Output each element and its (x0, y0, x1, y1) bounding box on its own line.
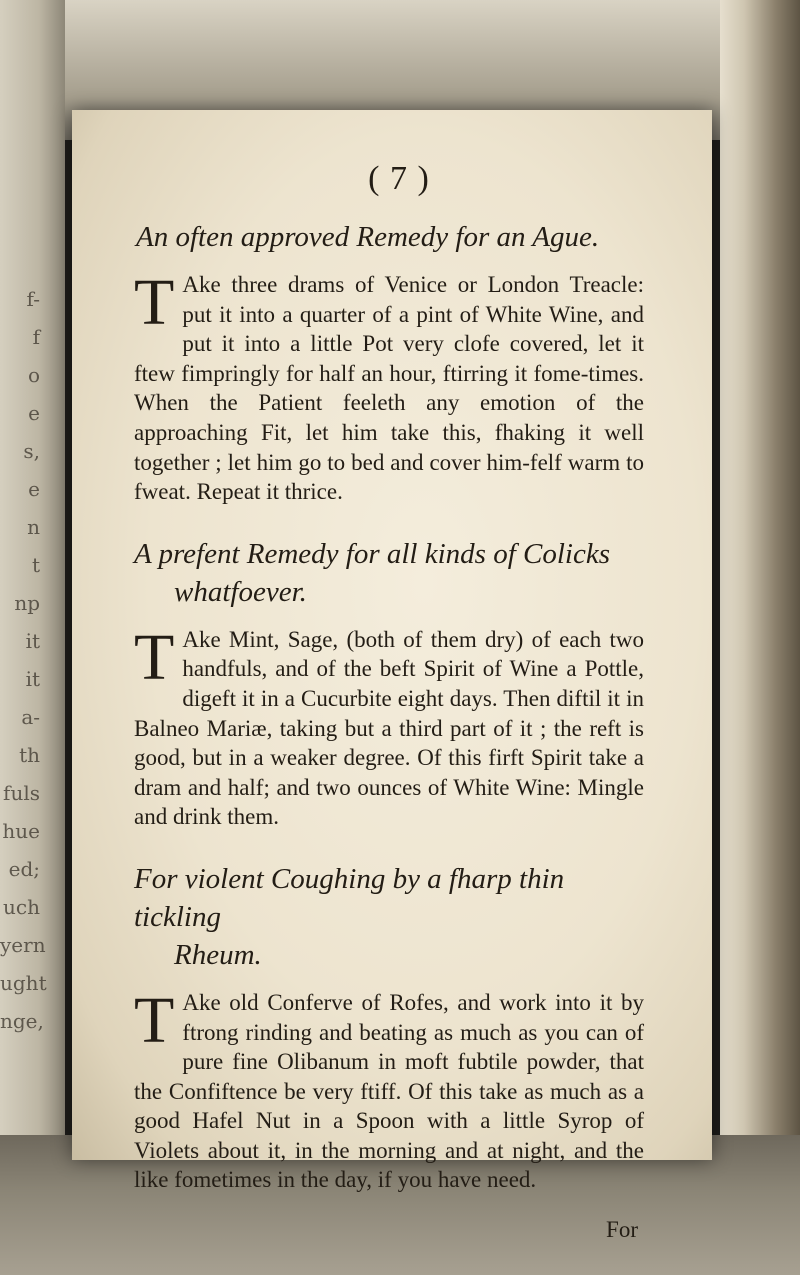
body-text: Ake three drams of Venice or London Treacle: put it into a quarter of a pint of White Wine, and put it into a little Pot very clofe covered, let it ftew fimpringly for half an hour, ftirring it fome-times. When the Patient feeleth any emotion of the approaching Fit, let him take this, fhaking it well together ; let him go to bed and cover him-felf warm to fweat. Repeat it thrice. (134, 272, 644, 505)
margin-fragment: ught (0, 971, 47, 995)
book-page (72, 110, 712, 1243)
margin-fragment: f- (26, 287, 40, 311)
margin-fragment: e (28, 401, 40, 425)
drop-capital: T (134, 983, 175, 1057)
margin-fragment: it (25, 629, 40, 653)
margin-fragment: uch (3, 895, 40, 919)
margin-fragment: np (14, 591, 40, 615)
margin-fragment: t (31, 553, 40, 577)
margin-fragment: s, (23, 439, 40, 463)
heading-line: For violent Coughing by a fharp thin tickling (134, 862, 565, 933)
margin-fragment: th (19, 743, 40, 767)
book-fore-edge (720, 0, 800, 1275)
body-text: Ake Mint, Sage, (both of them dry) of each two handfuls, and of the beft Spirit of Wine a Pottle, digeft it in a Cucurbite eight days. Then diftil it in Balneo Mariæ, taking but a third part of it ; the reft is good, but in a weaker degree. Of this firft Spirit take a dram and half; and two ounces of White Wine: Mingle and drink them. (134, 626, 644, 830)
margin-fragment: yern (0, 933, 46, 957)
section-heading-colicks (134, 535, 644, 611)
facing-page-edge (0, 0, 65, 1275)
page-content (134, 160, 644, 1243)
section-heading-ague: An often approved Remedy for an Ague. (136, 221, 600, 253)
section-body-ague (134, 266, 644, 507)
margin-fragment: it (25, 667, 40, 691)
catchword: For (606, 1217, 638, 1243)
section-body-colicks (134, 620, 644, 832)
heading-line: Rheum. (174, 938, 262, 971)
margin-fragment: n (27, 515, 40, 539)
margin-fragment: f (32, 325, 40, 349)
margin-fragment: fuls (3, 781, 40, 805)
heading-line: A prefent Remedy for all kinds of Colicks (134, 537, 610, 570)
page-number: ( 7 ) (368, 160, 430, 197)
body-text: Ake old Conferve of Rofes, and work into it by ftrong rinding and beating as much as you can of pure fine Olibanum in moft fubtile powder, that the Confiftence be very ftiff. Of this take as much as a good Hafel Nut in a Spoon with a little Syrop of Violets about it, in the morning and at night, and the like fometimes in the day, if you have need. (134, 989, 644, 1193)
margin-fragment: a- (21, 705, 40, 729)
margin-fragment: o (27, 363, 40, 387)
margin-fragment: nge, (0, 1009, 44, 1033)
margin-fragment: hue (2, 819, 40, 843)
facing-page-fragments (0, 280, 47, 1040)
heading-line: whatfoever. (174, 575, 307, 608)
drop-capital: T (134, 266, 175, 339)
margin-fragment: ed; (8, 857, 40, 881)
margin-fragment: e (28, 477, 40, 501)
drop-capital: T (134, 620, 175, 694)
section-heading-coughing (134, 860, 644, 974)
section-body-coughing (134, 983, 644, 1195)
